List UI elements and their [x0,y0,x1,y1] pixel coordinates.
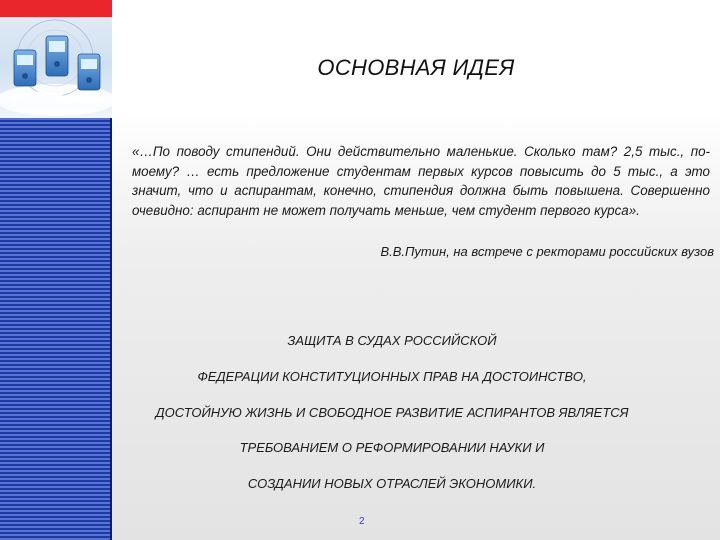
header-bar [112,0,720,17]
thesis-line: ЗАЩИТА В СУДАХ РОССИЙСКОЙ [287,333,497,348]
quote-text: «…По поводу стипендий. Они действительно маленькие. Сколько там? 2,5 тыс., по-моему? … есть предложение студентам первых курсов повысить до 5 тыс., а это значит, что и аспирантам, конечно, стипендия должна быть повышена. Совершенно очевидно: аспирант не может получать меньше, чем студент первого курса». [132,144,710,218]
thesis-line: СОЗДАНИИ НОВЫХ ОТРАСЛЕЙ ЭКОНОМИКИ. [247,476,537,491]
logo-image [0,0,112,118]
slide-title: ОСНОВНАЯ ИДЕЯ [317,55,515,80]
thesis-line: ФЕДЕРАЦИИ КОНСТИТУЦИОННЫХ ПРАВ НА ДОСТОИНСТВО, [197,369,587,384]
page-number: 2 [359,516,365,527]
devices-illustration-icon [0,0,112,118]
thesis-line: ТРЕБОВАНИЕМ О РЕФОРМИРОВАНИИ НАУКИ И [239,440,545,455]
thesis-line: ДОСТОЙНУЮ ЖИЗНЬ И СВОБОДНОЕ РАЗВИТИЕ АСПИРАНТОВ ЯВЛЯЕТСЯ [155,405,629,420]
quote-attribution: В.В.Путин, на встрече с ректорами российских вузов [380,244,714,259]
slide-content-area [112,17,720,540]
header-accent-bar [0,0,112,17]
